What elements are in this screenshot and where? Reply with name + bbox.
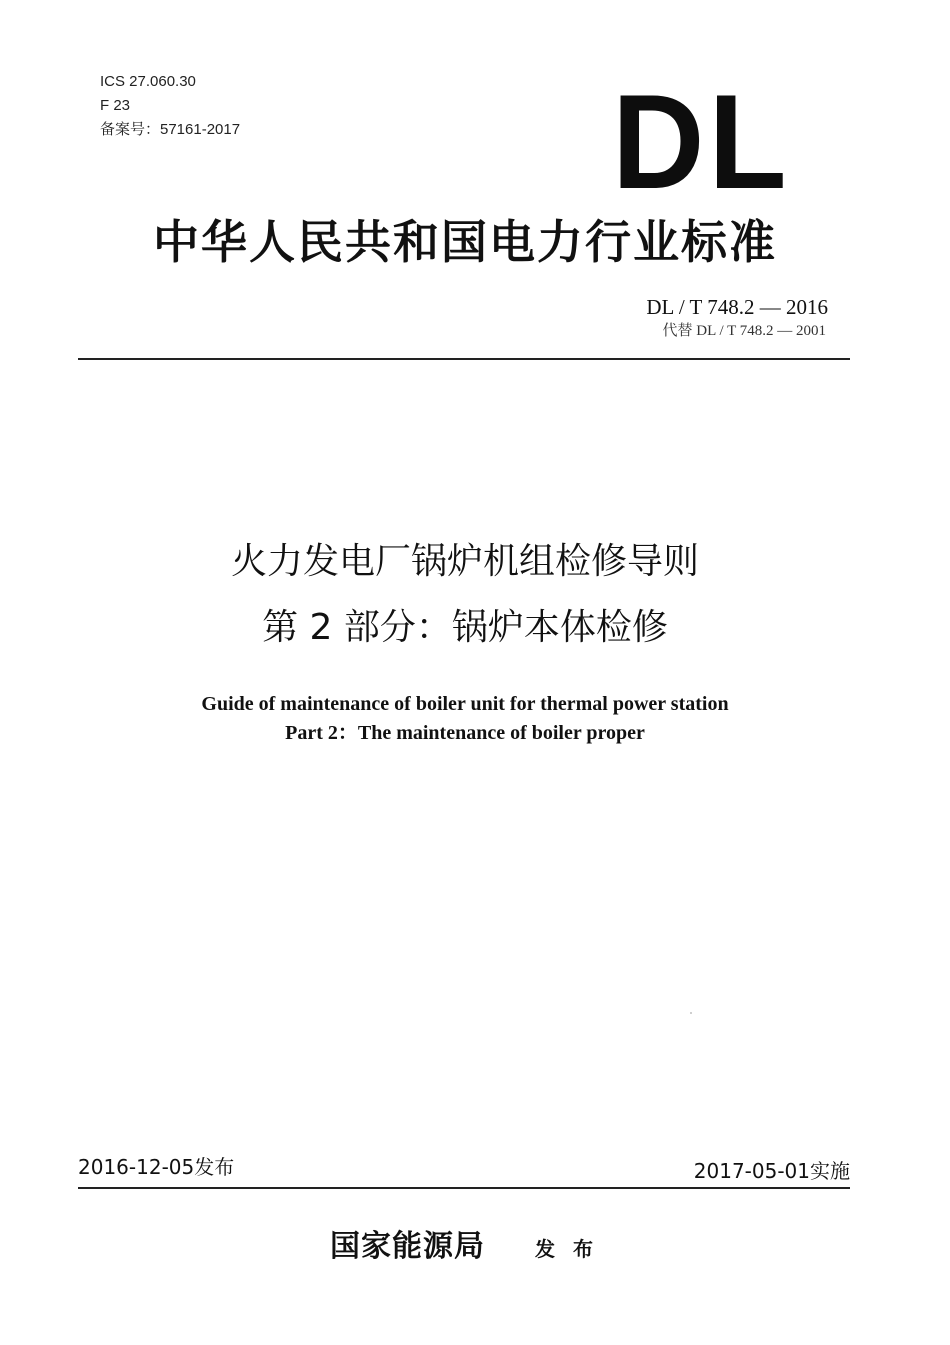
document-subtitle-en: Part 2：The maintenance of boiler proper [285,722,645,744]
replaced-standard: 代替 DL / T 748.2 — 2001 [662,323,826,339]
document-title-cn: 火力发电厂锅炉机组检修导则 [230,541,699,582]
record-number: 备案号：57161-2017 [100,121,241,138]
document-title-en: Guide of maintenance of boiler unit for thermal power station [201,693,729,715]
footer-divider [78,1187,850,1189]
header-divider [78,358,850,360]
ccs-code: F 23 [100,97,131,114]
issued-label: 发布 [535,1237,611,1261]
standard-category-title: 中华人民共和国电力行业标准 [153,215,777,269]
document-subtitle-cn: 第 2 部分：锅炉本体检修 [262,607,668,648]
standard-number: DL / T 748.2 — 2016 [646,295,828,319]
classification-block [100,70,240,142]
issuing-authority: 国家能源局 [330,1229,485,1264]
ics-code: ICS 27.060.30 [100,73,196,90]
effective-date: 2017-05-01实施 [693,1159,850,1183]
dl-logo: DL [612,67,791,218]
scan-speck [690,1012,692,1014]
issue-date: 2016-12-05发布 [78,1155,235,1179]
